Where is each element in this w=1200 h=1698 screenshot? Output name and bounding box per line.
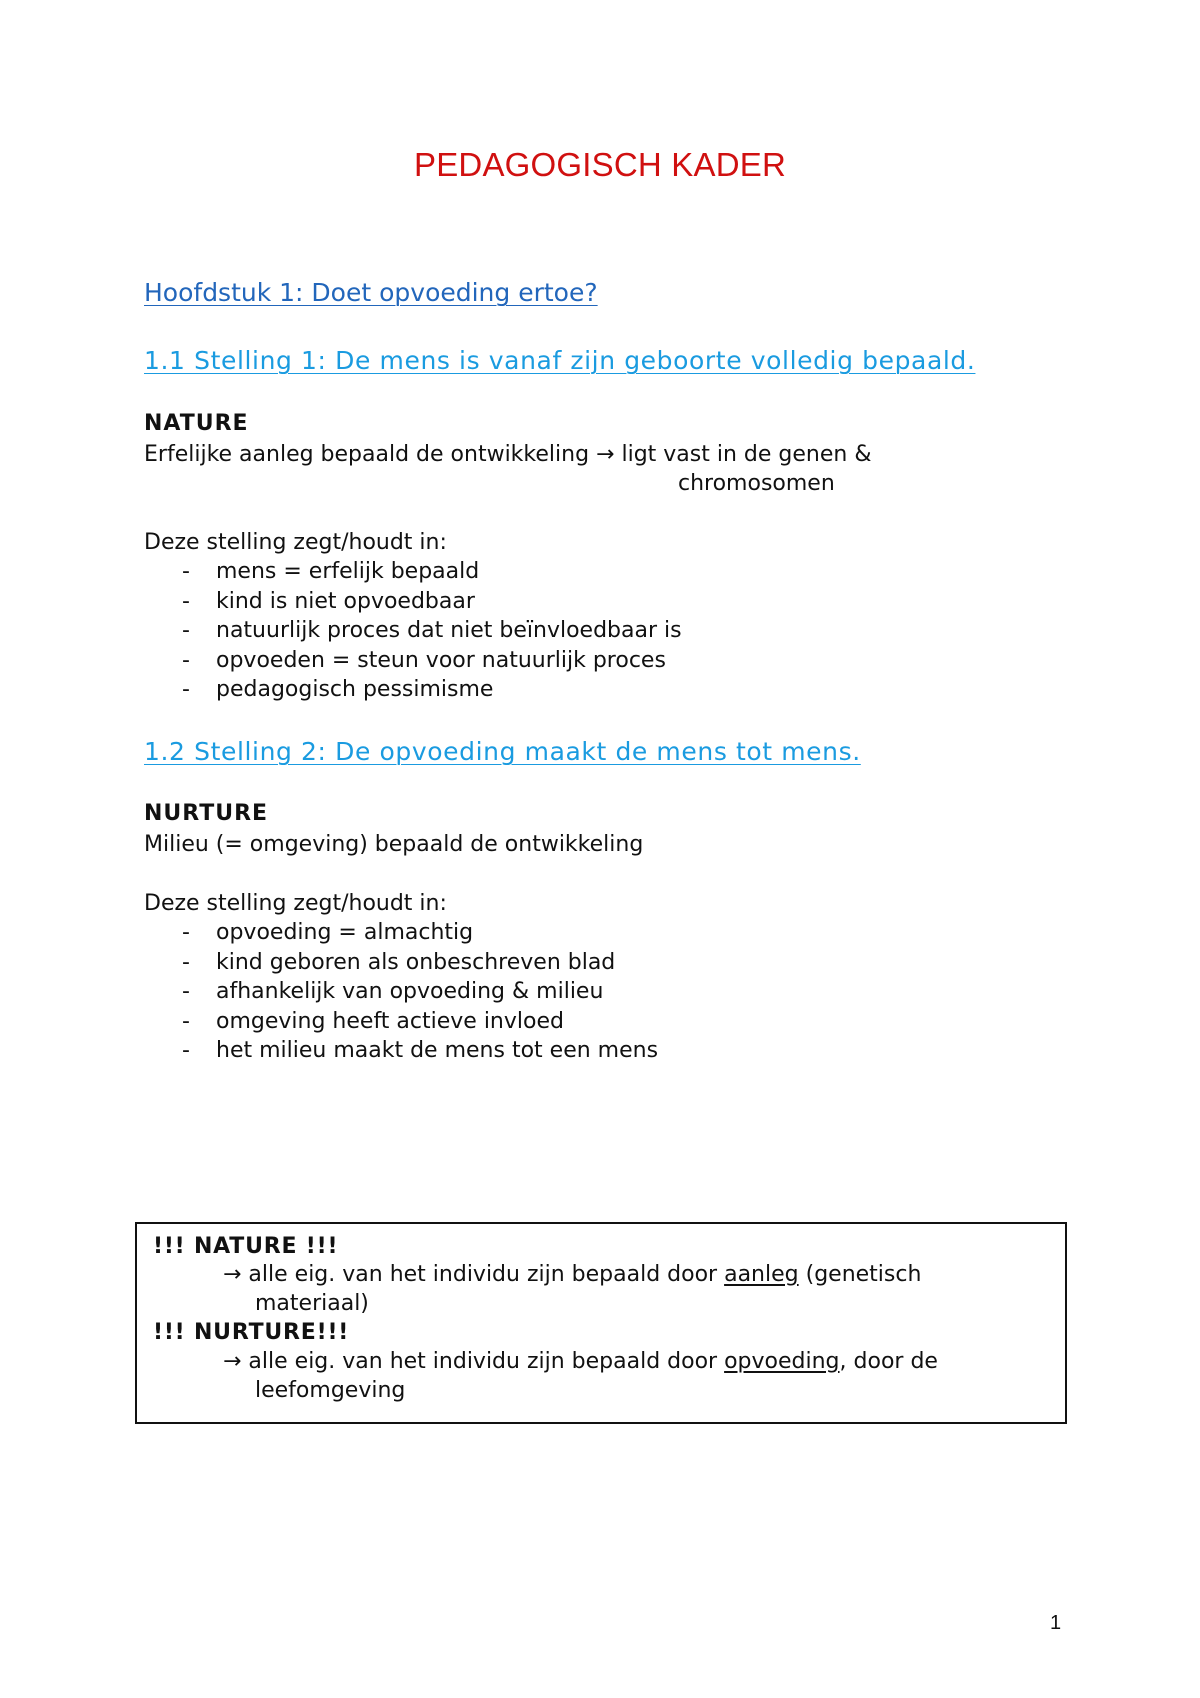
nurture-summary-line-continued: leefomgeving <box>255 1378 406 1403</box>
chapter-heading: Hoofdstuk 1: Doet opvoeding ertoe? <box>144 278 598 307</box>
list-item: - natuurlijk proces dat niet beïnvloedbaar is <box>182 618 682 643</box>
section-1-description: Erfelijke aanleg bepaald de ontwikkeling → ligt vast in de genen & <box>144 442 872 467</box>
nature-summary-heading: !!! NATURE !!! <box>153 1234 339 1259</box>
nurture-keyword: opvoeding <box>724 1349 840 1374</box>
document-title: PEDAGOGISCH KADER <box>414 146 786 183</box>
section-2-label: NURTURE <box>144 801 269 826</box>
section-2-list <box>182 918 658 1066</box>
list-item: - opvoeden = steun voor natuurlijk proces <box>182 647 666 673</box>
list-item: - kind is niet opvoedbaar <box>182 588 475 614</box>
summary-box <box>135 1222 1067 1424</box>
section-1-description-continued: chromosomen <box>678 471 835 496</box>
section-2-heading: 1.2 Stelling 2: De opvoeding maakt de mens tot mens. <box>144 737 861 766</box>
list-item: - omgeving heeft actieve invloed <box>182 1008 564 1034</box>
nature-keyword: aanleg <box>724 1262 799 1287</box>
list-item: - het milieu maakt de mens tot een mens <box>182 1038 659 1063</box>
list-item: - afhankelijk van opvoeding & milieu <box>182 979 604 1004</box>
nurture-summary-heading: !!! NURTURE!!! <box>153 1320 350 1345</box>
section-1-list <box>182 557 682 705</box>
section-2-description: Milieu (= omgeving) bepaald de ontwikkeling <box>144 832 644 857</box>
nature-summary-line: → alle eig. van het individu zijn bepaald door aanleg (genetisch <box>223 1262 922 1287</box>
section-1-label: NATURE <box>144 411 249 436</box>
nurture-summary-line: → alle eig. van het individu zijn bepaald door opvoeding, door de <box>223 1349 938 1374</box>
page-number: 1 <box>1050 1612 1062 1634</box>
list-item: - mens = erfelijk bepaald <box>182 559 480 584</box>
list-item: - pedagogisch pessimisme <box>182 677 494 702</box>
section-1-heading: 1.1 Stelling 1: De mens is vanaf zijn geboorte volledig bepaald. <box>144 346 976 375</box>
list-item: - kind geboren als onbeschreven blad <box>182 949 616 975</box>
nature-summary-line-continued: materiaal) <box>255 1291 369 1316</box>
section-1-intro: Deze stelling zegt/houdt in: <box>144 530 447 555</box>
section-2-intro: Deze stelling zegt/houdt in: <box>144 891 447 916</box>
list-item: - opvoeding = almachtig <box>182 920 474 945</box>
